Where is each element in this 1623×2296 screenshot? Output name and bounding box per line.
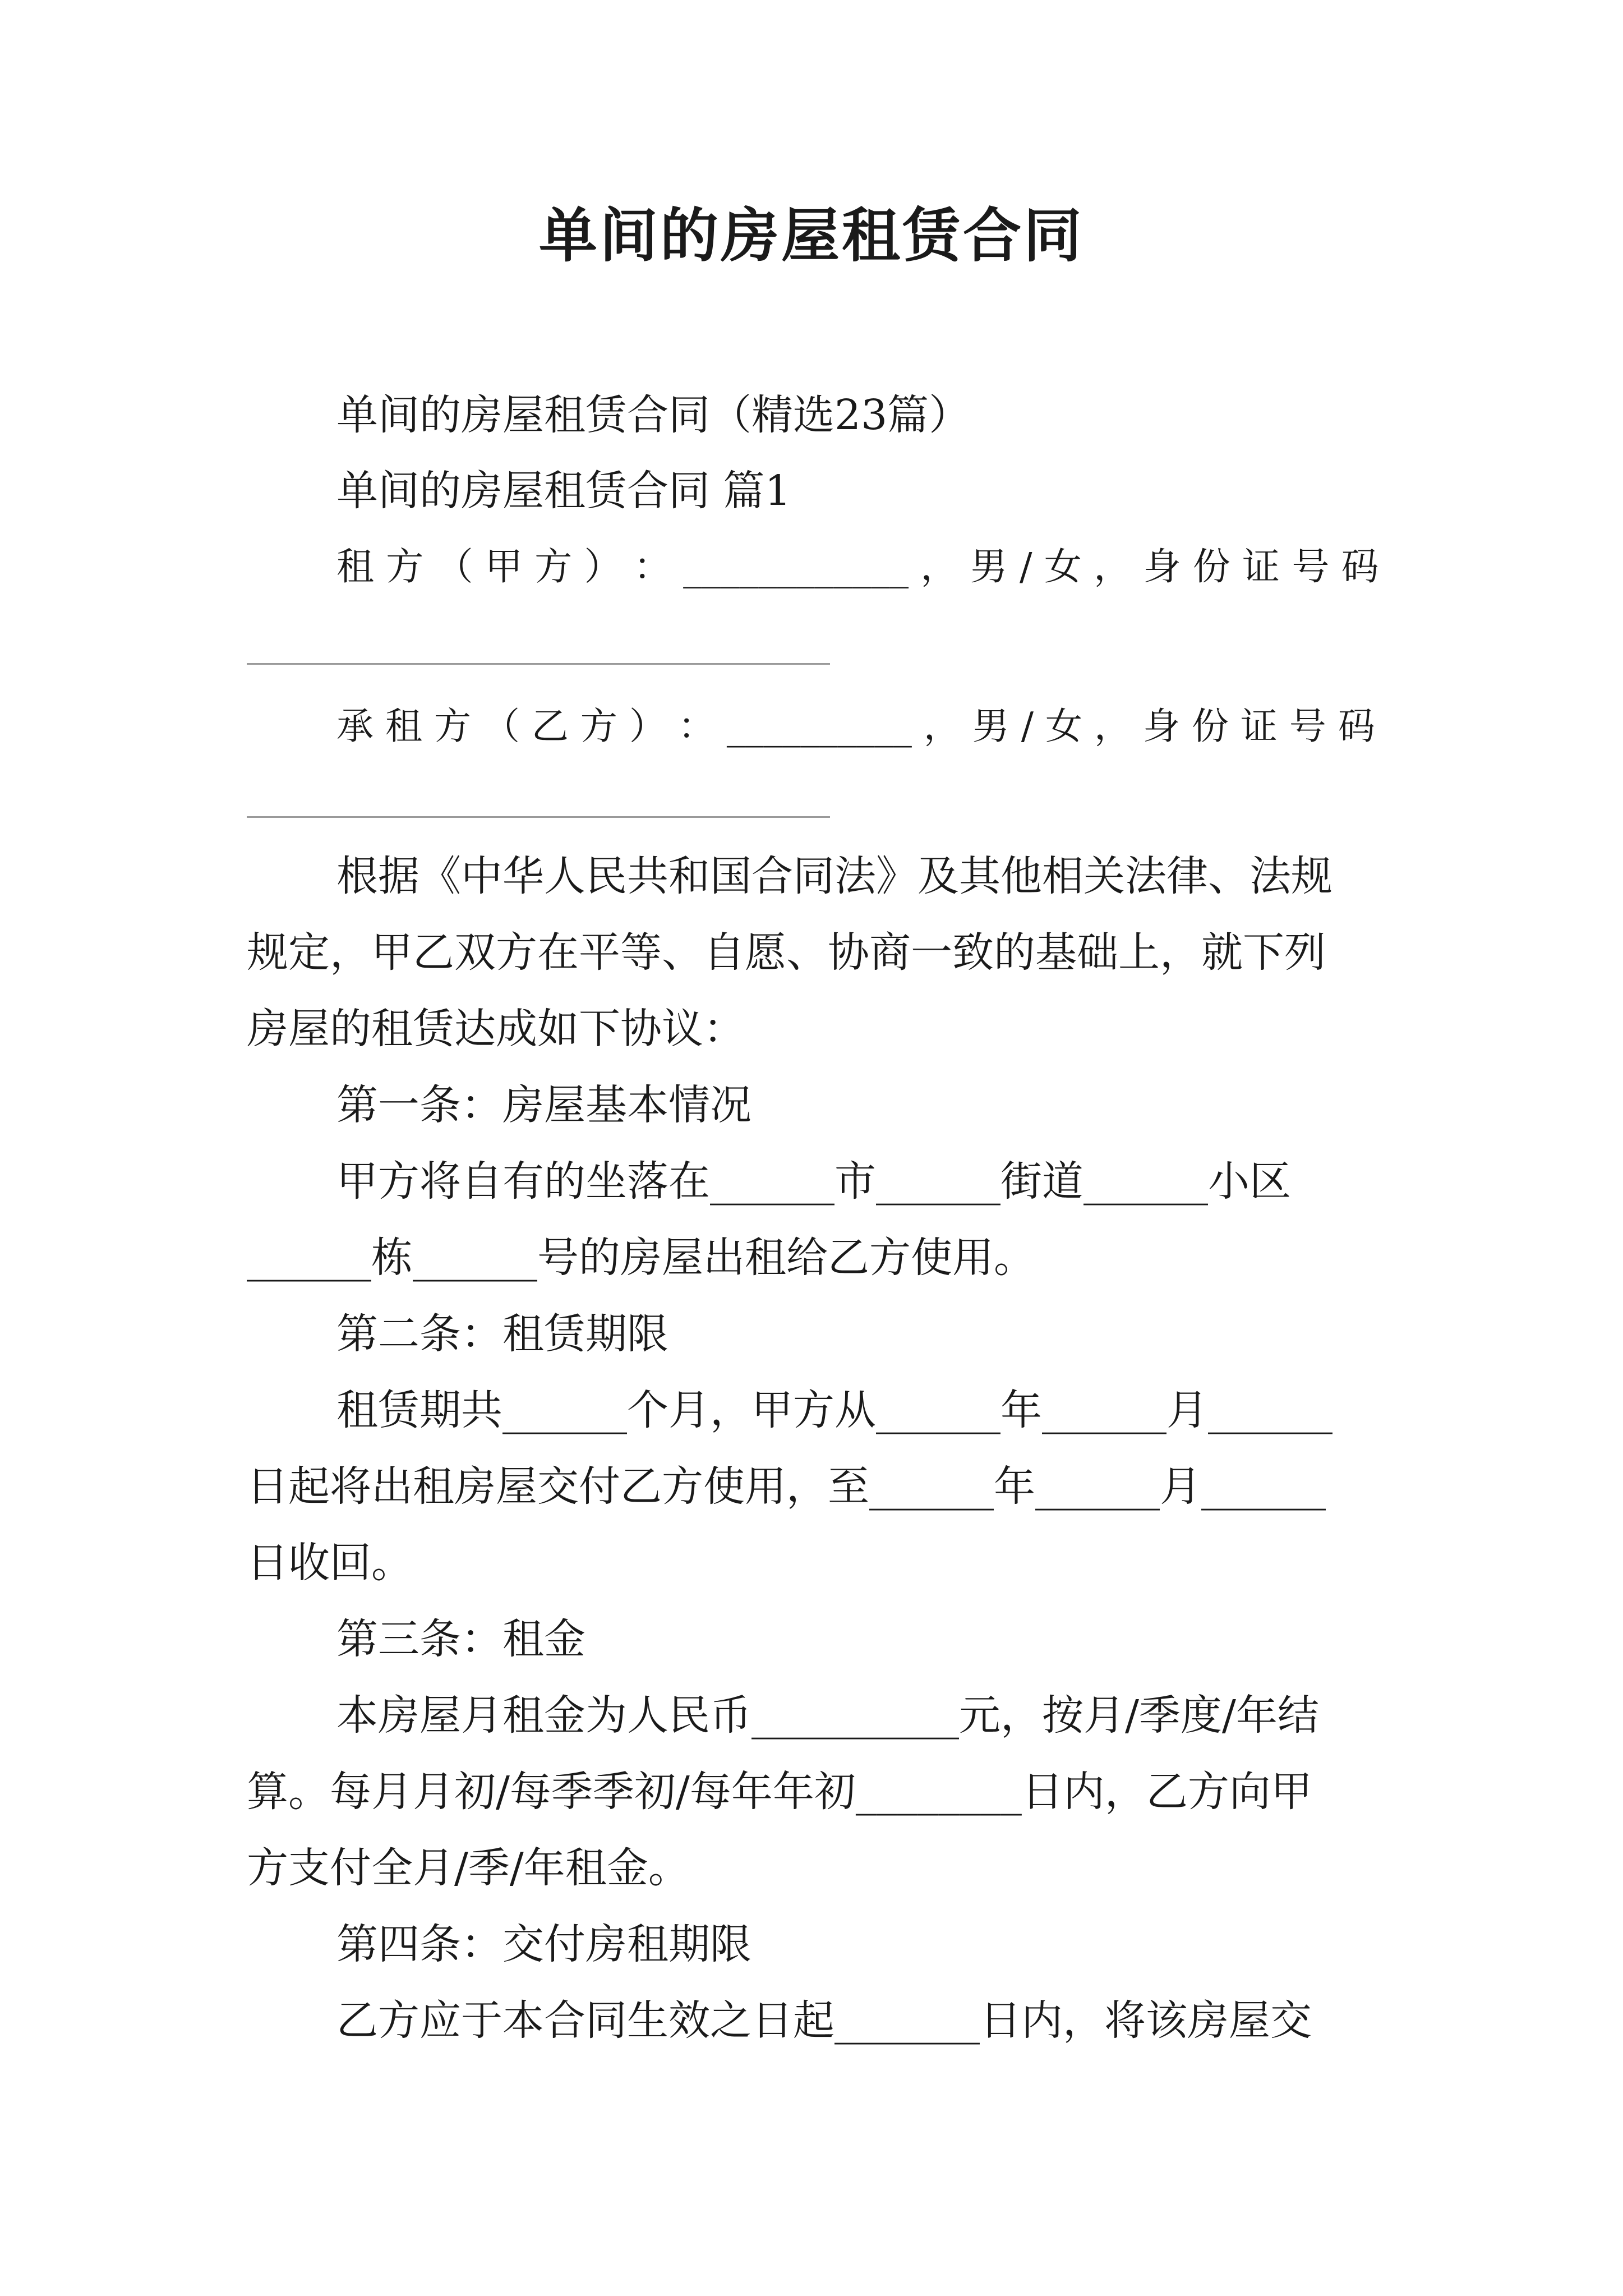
article-heading: 第四条：交付房租期限 <box>336 1920 751 1968</box>
lessee-line: 承 租 方 （ 乙 方 ） ： __________ ， 男 / 女 ， 身 份 证 号 码 <box>336 705 1375 748</box>
article-heading: 第一条：房屋基本情况 <box>336 1081 751 1129</box>
paragraph-line: 乙方应于本合同生效之日起_______日内，将该房屋交 <box>336 1996 1312 2045</box>
paragraph-line: 规定，甲乙双方在平等、自愿、协商一致的基础上，就下列 <box>247 928 1326 977</box>
paragraph-line: 日起将出租房屋交付乙方使用，至______年______月______ <box>247 1462 1326 1511</box>
paragraph-line: 算。每月月初/每季季初/每年年初________日内，乙方向甲 <box>247 1768 1312 1816</box>
paragraph-line: ______栋______号的房屋出租给乙方使用。 <box>247 1234 1035 1282</box>
paragraph-line: 本房屋月租金为人民币__________元，按月/季度/年结 <box>336 1691 1319 1740</box>
lessor-id-blank <box>247 663 830 665</box>
paragraph-line: 日收回。 <box>247 1539 413 1587</box>
lessee-id-blank <box>247 816 830 818</box>
document-title: 单间的房屋租赁合同 <box>538 201 1084 270</box>
lessor-line: 租 方 （ 甲 方 ） ： ____________ ， 男 / 女 ， 身 份 证 号 码 <box>336 545 1379 588</box>
paragraph-line: 根据《中华人民共和国合同法》及其他相关法律、法规 <box>336 852 1332 900</box>
paragraph-line: 方支付全月/季/年租金。 <box>247 1844 690 1892</box>
paragraph-line: 租赁期共______个月，甲方从______年______月______ <box>336 1386 1332 1434</box>
paragraph-line: 房屋的租赁达成如下协议： <box>247 1005 745 1053</box>
paragraph-line: 甲方将自有的坐落在______市______街道______小区 <box>336 1157 1291 1205</box>
article-heading: 第二条：租赁期限 <box>336 1310 668 1358</box>
section-heading: 单间的房屋租赁合同 篇1 <box>336 467 791 515</box>
subtitle-line: 单间的房屋租赁合同（精选23篇） <box>336 391 971 439</box>
article-heading: 第三条：租金 <box>336 1615 585 1663</box>
